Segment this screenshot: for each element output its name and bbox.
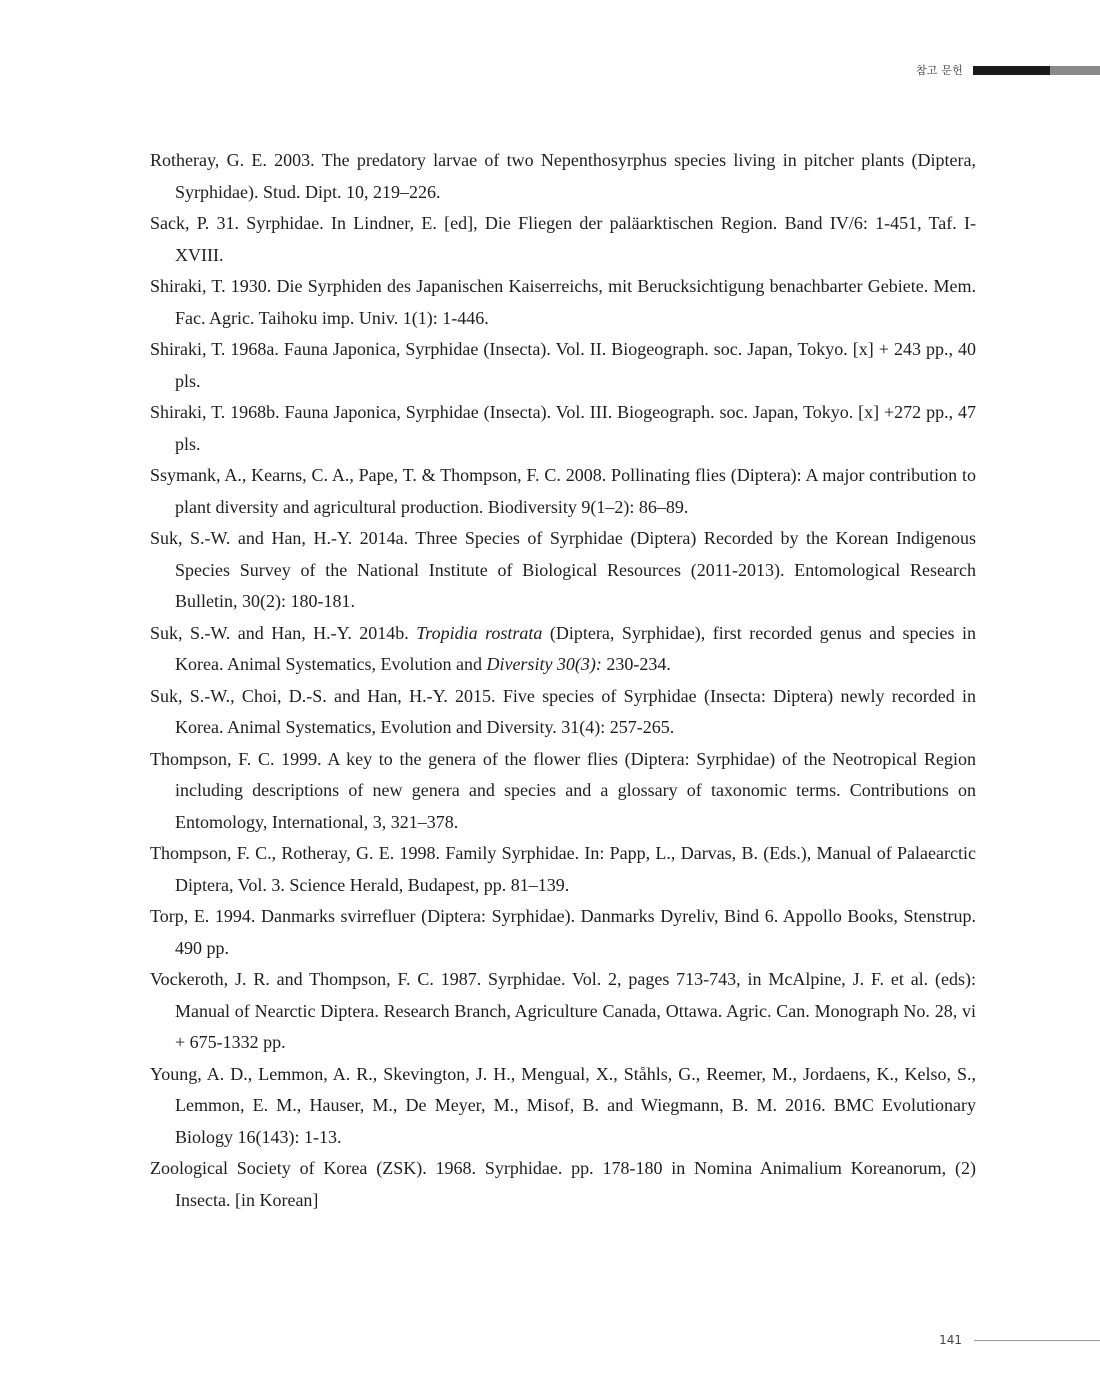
- reference-text: 230-234.: [601, 654, 671, 674]
- page-number: 141: [939, 1333, 962, 1347]
- section-title: 참고 문헌: [915, 64, 963, 77]
- reference-entry: Shiraki, T. 1930. Die Syrphiden des Japanischen Kaiserreichs, mit Berucksichtigung benachbarter Gebiete. Mem. Fac. Agric. Taihoku imp. Univ. 1(1): 1-446.: [150, 276, 976, 328]
- reference-entry: Shiraki, T. 1968a. Fauna Japonica, Syrphidae (Insecta). Vol. II. Biogeograph. soc. Japan, Tokyo. [x] + 243 pp., 40 pls.: [150, 339, 976, 391]
- footer-rule: [974, 1340, 1100, 1341]
- reference-entry: Suk, S.-W. and Han, H.-Y. 2014a. Three Species of Syrphidae (Diptera) Recorded by the Korean Indigenous Species Survey of the National Institute of Biological Resources (2011-2013). Entomological Research Bulletin, 30(2): 180-181.: [150, 528, 976, 611]
- reference-text: Suk, S.-W. and Han, H.-Y. 2014b.: [150, 622, 417, 643]
- page-footer: [939, 1333, 1100, 1347]
- reference-entry: Thompson, F. C. 1999. A key to the genera of the flower flies (Diptera: Syrphidae) of the Neotropical Region including descriptions of new genera and species and a glossary of taxonomic terms. Contributions on Entomology, International, 3, 321–378.: [150, 748, 976, 832]
- reference-entry: Shiraki, T. 1968b. Fauna Japonica, Syrphidae (Insecta). Vol. III. Biogeograph. soc. Japan, Tokyo. [x] +272 pp., 47 pls.: [150, 402, 976, 454]
- species-name: Tropidia rostrata: [416, 622, 543, 643]
- header-bar-gray: [1050, 66, 1100, 75]
- reference-entry: Young, A. D., Lemmon, A. R., Skevington, J. H., Mengual, X., Ståhls, G., Reemer, M., Jordaens, K., Kelso, S., Lemmon, E. M., Hauser, M., De Meyer, M., Misof, B. and Wiegmann, B. M. 2016. BMC Evolutionary Biology 16(143): 1-13.: [150, 1063, 976, 1147]
- reference-entry: [150, 618, 976, 681]
- reference-entry: Zoological Society of Korea (ZSK). 1968. Syrphidae. pp. 178-180 in Nomina Animalium Koreanorum, (2) Insecta. [in Korean]: [150, 1158, 976, 1210]
- journal-volume: Diversity 30(3):: [486, 654, 602, 674]
- reference-entry: Sack, P. 31. Syrphidae. In Lindner, E. [ed], Die Fliegen der paläarktischen Region. Band IV/6: 1-451, Taf. I-XVIII.: [150, 213, 976, 265]
- reference-text: (Diptera, Syrphidae), first recorded genus and species in Korea. Animal Systematics, Evolution and: [175, 622, 976, 674]
- reference-entry: Torp, E. 1994. Danmarks svirrefluer (Diptera: Syrphidae). Danmarks Dyreliv, Bind 6. Appollo Books, Stenstrup. 490 pp.: [150, 906, 976, 958]
- header-bar-dark: [973, 66, 1050, 75]
- reference-list: [150, 145, 976, 1216]
- reference-entry: Ssymank, A., Kearns, C. A., Pape, T. & Thompson, F. C. 2008. Pollinating flies (Diptera): A major contribution to plant diversity and agricultural production. Biodiversity 9(1–2): 86–89.: [150, 465, 976, 517]
- page-header: [916, 62, 1100, 78]
- reference-entry: Vockeroth, J. R. and Thompson, F. C. 1987. Syrphidae. Vol. 2, pages 713-743, in McAlpine, J. F. et al. (eds): Manual of Nearctic Diptera. Research Branch, Agriculture Canada, Ottawa. Agric. Can. Monograph No. 28, vi + 675-1332 pp.: [150, 969, 976, 1052]
- reference-entry: Thompson, F. C., Rotheray, G. E. 1998. Family Syrphidae. In: Papp, L., Darvas, B. (Eds.), Manual of Palaearctic Diptera, Vol. 3. Science Herald, Budapest, pp. 81–139.: [150, 843, 976, 895]
- reference-entry: Rotheray, G. E. 2003. The predatory larvae of two Nepenthosyrphus species living in pitcher plants (Diptera, Syrphidae). Stud. Dipt. 10, 219–226.: [150, 150, 976, 202]
- reference-entry: Suk, S.-W., Choi, D.-S. and Han, H.-Y. 2015. Five species of Syrphidae (Insecta: Diptera) newly recorded in Korea. Animal Systematics, Evolution and Diversity. 31(4): 257-265.: [150, 685, 976, 737]
